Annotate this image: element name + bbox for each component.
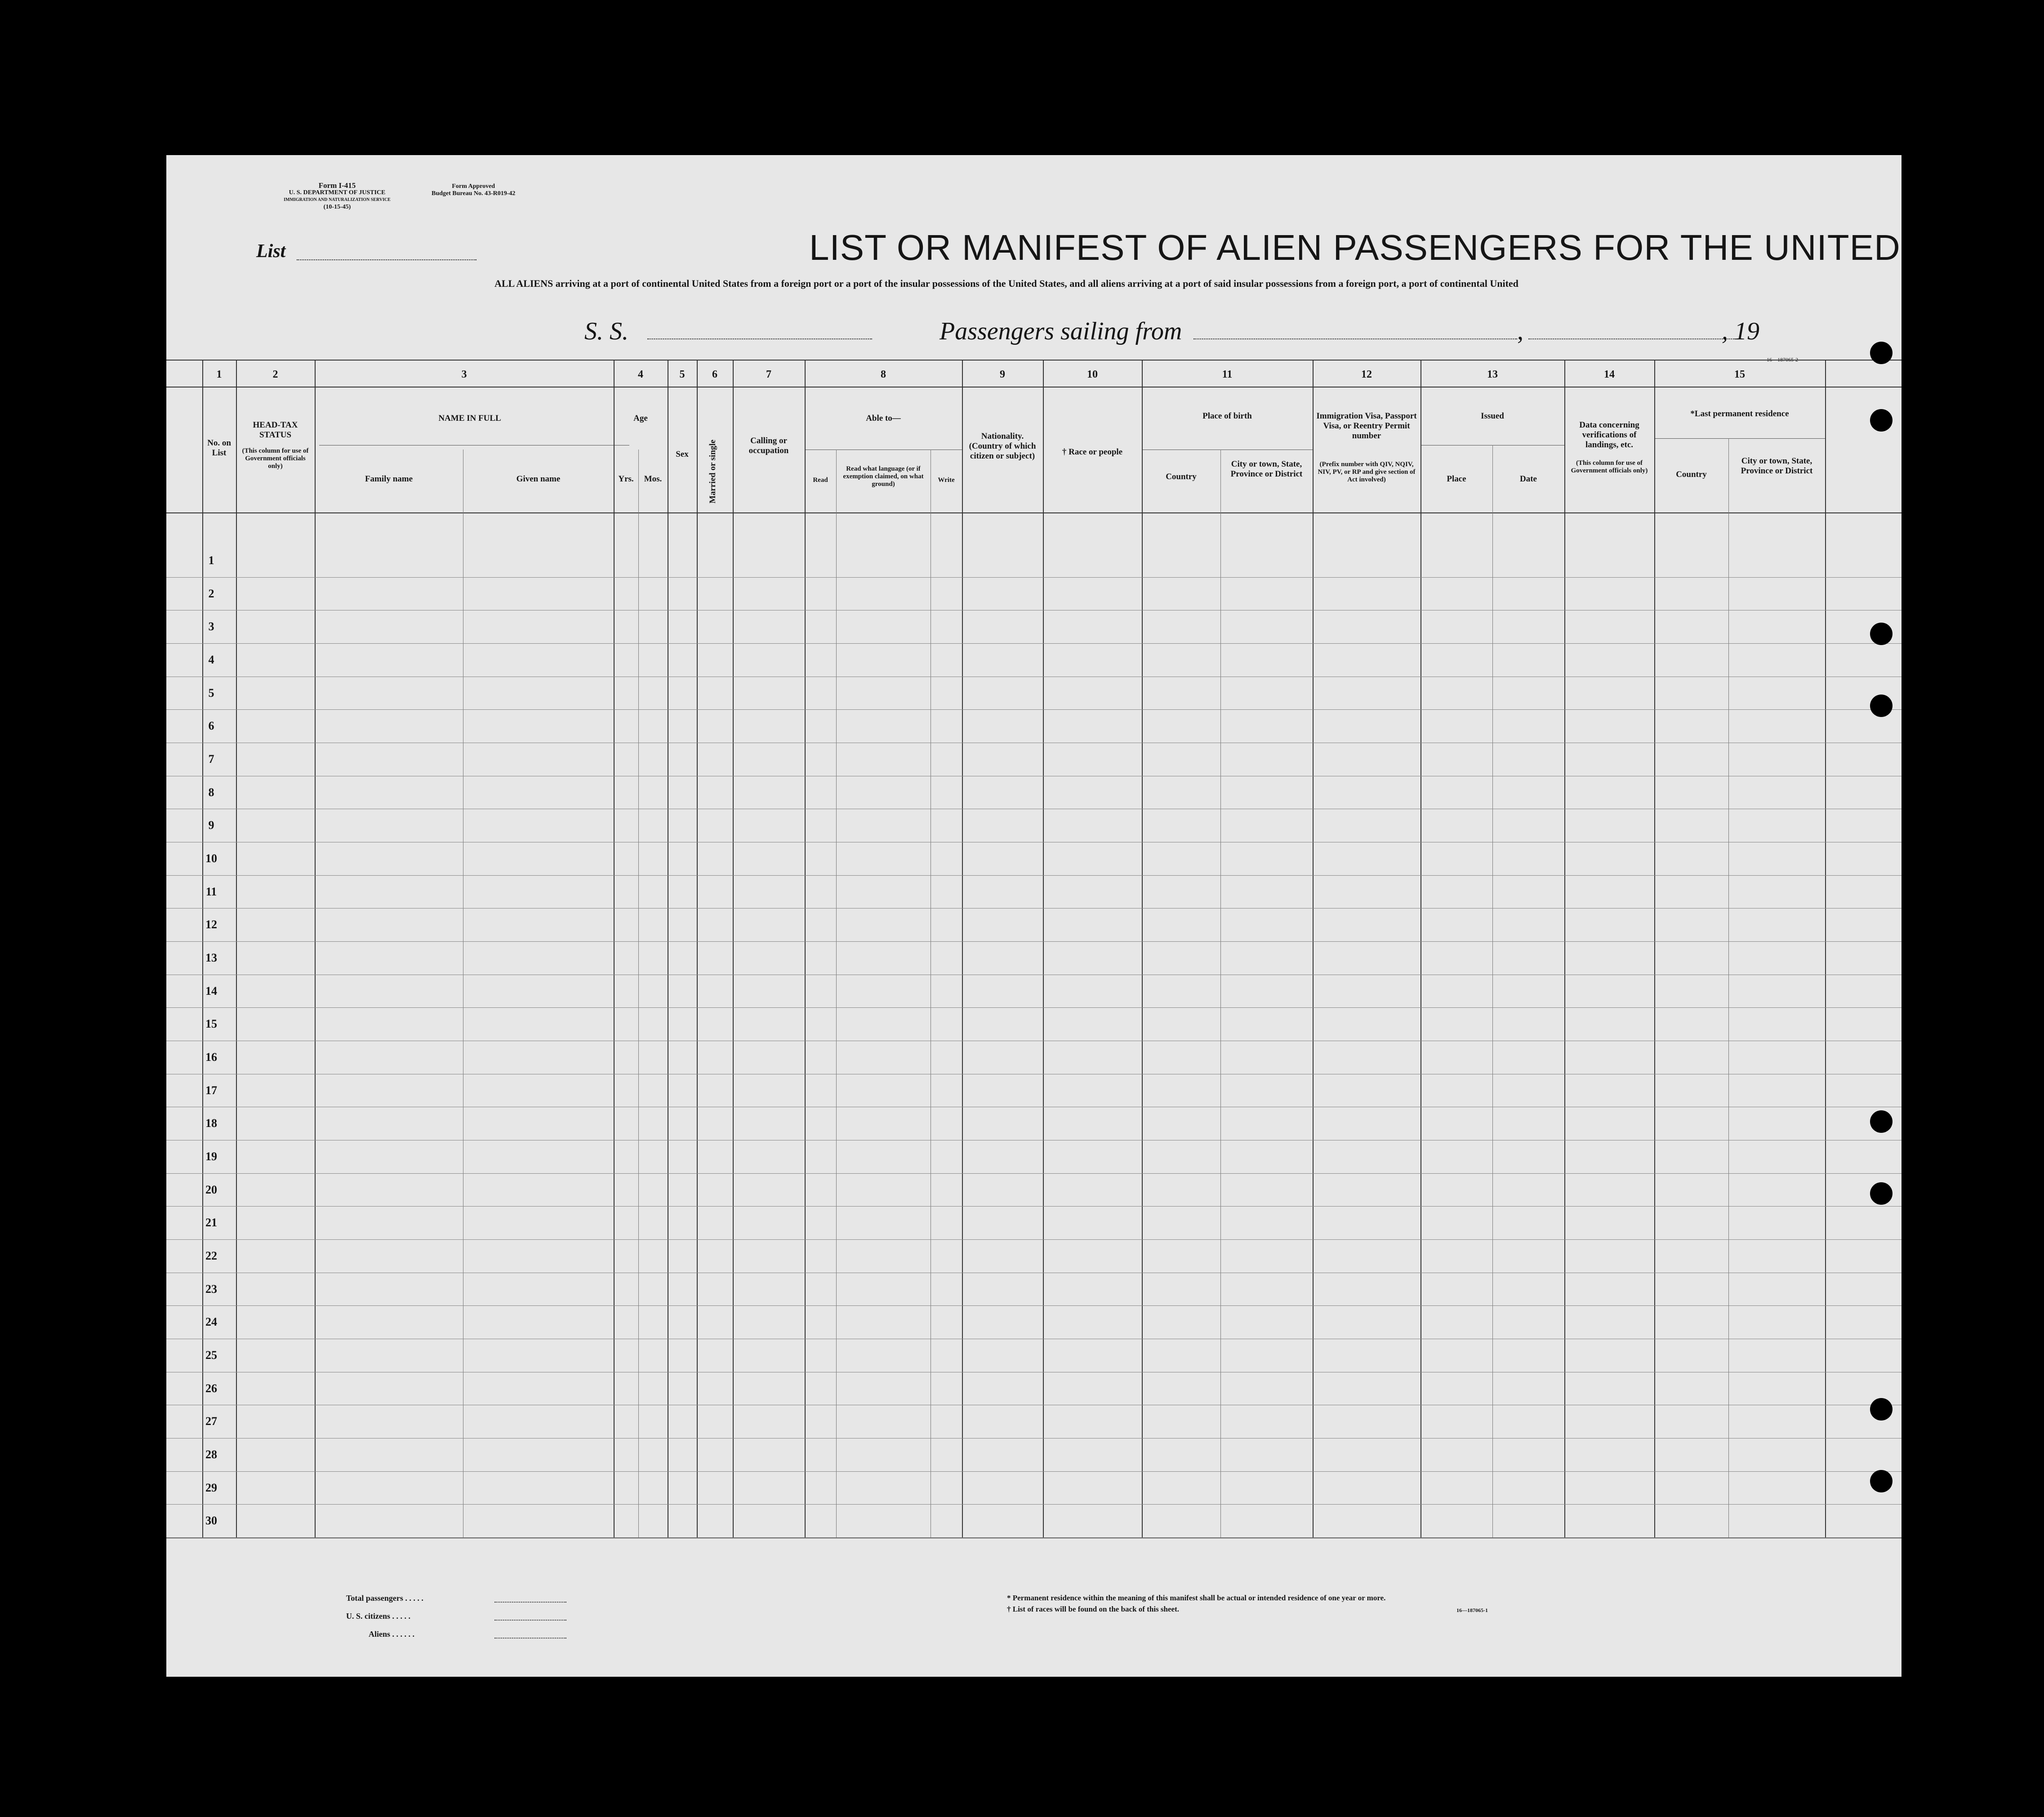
row-number: 18 (205, 1117, 217, 1130)
row-number: 10 (205, 851, 217, 865)
sailing-date-field[interactable] (1528, 338, 1735, 339)
row-number: 13 (205, 951, 217, 964)
manifest-table (166, 360, 1901, 1537)
aliens-field[interactable] (494, 1638, 566, 1639)
colnum-11: 11 (1222, 369, 1233, 380)
row-line (166, 1471, 1901, 1472)
colnum-6: 6 (712, 369, 717, 380)
binder-hole (1870, 342, 1893, 364)
binder-hole (1870, 1398, 1893, 1421)
row-number: 19 (205, 1149, 217, 1163)
colnum-10: 10 (1087, 369, 1098, 380)
row-number: 4 (208, 653, 214, 666)
sailing-from-label: Passengers sailing from (940, 317, 1182, 345)
form-code-bottom: 16—187065-1 (1456, 1607, 1488, 1613)
row-number: 12 (205, 918, 217, 931)
colnum-13: 13 (1487, 369, 1498, 380)
row-number: 11 (205, 885, 217, 898)
year-prefix: , 19 (1722, 317, 1759, 345)
row-number: 15 (205, 1017, 217, 1031)
aliens-label: Aliens . . . . . . (369, 1630, 415, 1639)
row-number: 29 (205, 1481, 217, 1494)
colnum-1: 1 (216, 369, 222, 380)
row-number: 3 (208, 620, 214, 633)
row-number: 9 (208, 819, 214, 832)
list-number-field[interactable] (297, 259, 476, 260)
colnum-8: 8 (881, 369, 886, 380)
colnum-7: 7 (766, 369, 771, 380)
page-subtitle: ALL ALIENS arriving at a port of continental United States from a foreign port or a port of the insular possessions of the United States, and all aliens arriving at a port of said insular possessions from a foreign port, a port of continental United (494, 278, 1519, 289)
colnum-4: 4 (638, 369, 643, 380)
ss-label: S. S. (584, 317, 628, 345)
budget-text: Budget Bureau No. 43-R019-42 (432, 190, 516, 197)
binder-hole (1870, 695, 1893, 717)
department: U. S. DEPARTMENT OF JUSTICE (289, 189, 386, 196)
row-number: 21 (205, 1216, 217, 1229)
row-number: 22 (205, 1249, 217, 1262)
table-top-border (166, 360, 1901, 361)
row-number: 28 (205, 1447, 217, 1461)
hdr-yrs: Yrs. (618, 474, 634, 484)
hdr-able-to: Able to— (866, 414, 901, 423)
total-passengers-label: Total passengers . . . . . (346, 1594, 423, 1603)
hdr-head-tax: HEAD-TAX STATUS (253, 420, 298, 440)
hdr-married: Married or single (708, 439, 717, 503)
binder-hole (1870, 1470, 1893, 1492)
hdr-name-in-full: NAME IN FULL (438, 414, 501, 423)
hdr-data-concerning: Data concerning verifications of landings, etc. (1579, 420, 1639, 450)
footnote-races: † List of races will be found on the back of this sheet. (1007, 1605, 1179, 1613)
binder-hole (1870, 623, 1893, 645)
hdr-read: Read (813, 477, 828, 484)
ship-name-field[interactable] (647, 338, 872, 339)
row-number: 26 (205, 1381, 217, 1395)
hdr-data-note: (This column for use of Government officials only) (1571, 459, 1648, 474)
total-passengers-field[interactable] (494, 1602, 566, 1603)
hdr-read-what: Read what language (or if exemption claimed, on what ground) (843, 465, 924, 488)
colnum-15: 15 (1734, 369, 1745, 380)
page-title: LIST OR MANIFEST OF ALIEN PASSENGERS FOR THE UNITED (809, 227, 1901, 267)
colnum-3: 3 (461, 369, 467, 380)
row-line (166, 1504, 1901, 1505)
hdr-date: Date (1520, 474, 1537, 484)
row-number: 14 (205, 984, 217, 998)
hdr-race: † Race or people (1062, 447, 1123, 457)
hdr-city2: City or town, State, Province or District (1741, 456, 1813, 476)
hdr-place: Place (1447, 474, 1466, 484)
row-number: 6 (208, 719, 214, 733)
row-number: 23 (205, 1282, 217, 1296)
hdr-sex: Sex (676, 450, 689, 459)
row-line (166, 1537, 1901, 1538)
hdr-age: Age (633, 414, 648, 423)
hdr-head-tax-note: (This column for use of Government officials only) (242, 447, 309, 470)
colnum-5: 5 (679, 369, 685, 380)
hdr-last-residence: *Last permanent residence (1690, 409, 1789, 419)
row-line (166, 1305, 1901, 1306)
hdr-nationality: Nationality. (Country of which citizen or subject) (969, 432, 1036, 461)
footnote-residence: * Permanent residence within the meaning of this manifest shall be actual or intended residence of one year or more. (1007, 1594, 1386, 1602)
hdr-family-name: Family name (365, 474, 413, 484)
approved-text: Form Approved (452, 183, 495, 190)
row-line (166, 1007, 1901, 1008)
row-line (166, 1239, 1901, 1240)
list-label: List (256, 241, 286, 262)
hdr-write: Write (938, 477, 955, 484)
row-line (166, 709, 1901, 710)
row-number: 24 (205, 1315, 217, 1329)
us-citizens-field[interactable] (494, 1620, 566, 1621)
header-bottom-border (166, 512, 1901, 513)
row-number: 30 (205, 1514, 217, 1528)
hdr-issued: Issued (1481, 411, 1504, 421)
hdr-country: Country (1166, 472, 1197, 481)
row-line (166, 875, 1901, 876)
binder-hole (1870, 409, 1893, 432)
form-approved (432, 183, 515, 197)
form-code-top: 16—187065-2 (1767, 356, 1798, 363)
hdr-given-name: Given name (516, 474, 561, 484)
colnum-12: 12 (1361, 369, 1372, 380)
colnum-9: 9 (1000, 369, 1005, 380)
row-number: 20 (205, 1183, 217, 1196)
row-number: 2 (208, 587, 214, 600)
hdr-mos: Mos. (644, 474, 662, 484)
row-line (166, 577, 1901, 578)
row-line (166, 1206, 1901, 1207)
colnum-14: 14 (1604, 369, 1615, 380)
row-number: 7 (208, 752, 214, 766)
row-line (166, 941, 1901, 942)
row-number: 27 (205, 1415, 217, 1428)
hdr-calling: Calling or occupation (748, 436, 789, 455)
form-date: (10-15-45) (323, 204, 351, 210)
form-number: Form I-415 (318, 181, 356, 190)
row-line (166, 643, 1901, 644)
row-number: 16 (205, 1050, 217, 1064)
hdr-country2: Country (1676, 470, 1707, 479)
binder-hole (1870, 1182, 1893, 1205)
hdr-city: City or town, State, Province or District (1230, 459, 1303, 479)
manifest-sheet (166, 155, 1901, 1677)
colnum-2: 2 (272, 369, 278, 380)
hdr-visa: Immigration Visa, Passport Visa, or Reentry Permit number (1316, 411, 1417, 441)
binder-hole (1870, 1110, 1893, 1133)
hdr-no-on-list: No. on List (207, 438, 231, 458)
form-info (243, 182, 432, 211)
row-line (166, 1173, 1901, 1174)
hdr-visa-note: (Prefix number with QIV, NQIV, NIV, PV, or RP and give section of Act involved) (1318, 461, 1416, 483)
row-number: 25 (205, 1348, 217, 1362)
row-number: 8 (208, 785, 214, 799)
hdr-place-of-birth: Place of birth (1202, 411, 1252, 421)
us-citizens-label: U. S. citizens . . . . . (346, 1612, 410, 1621)
sailing-port-field[interactable] (1193, 338, 1517, 339)
service: IMMIGRATION AND NATURALIZATION SERVICE (284, 197, 391, 202)
row-number: 5 (208, 686, 214, 699)
row-number: 17 (205, 1083, 217, 1097)
row-number: 1 (208, 553, 214, 567)
comma: , (1517, 317, 1523, 345)
